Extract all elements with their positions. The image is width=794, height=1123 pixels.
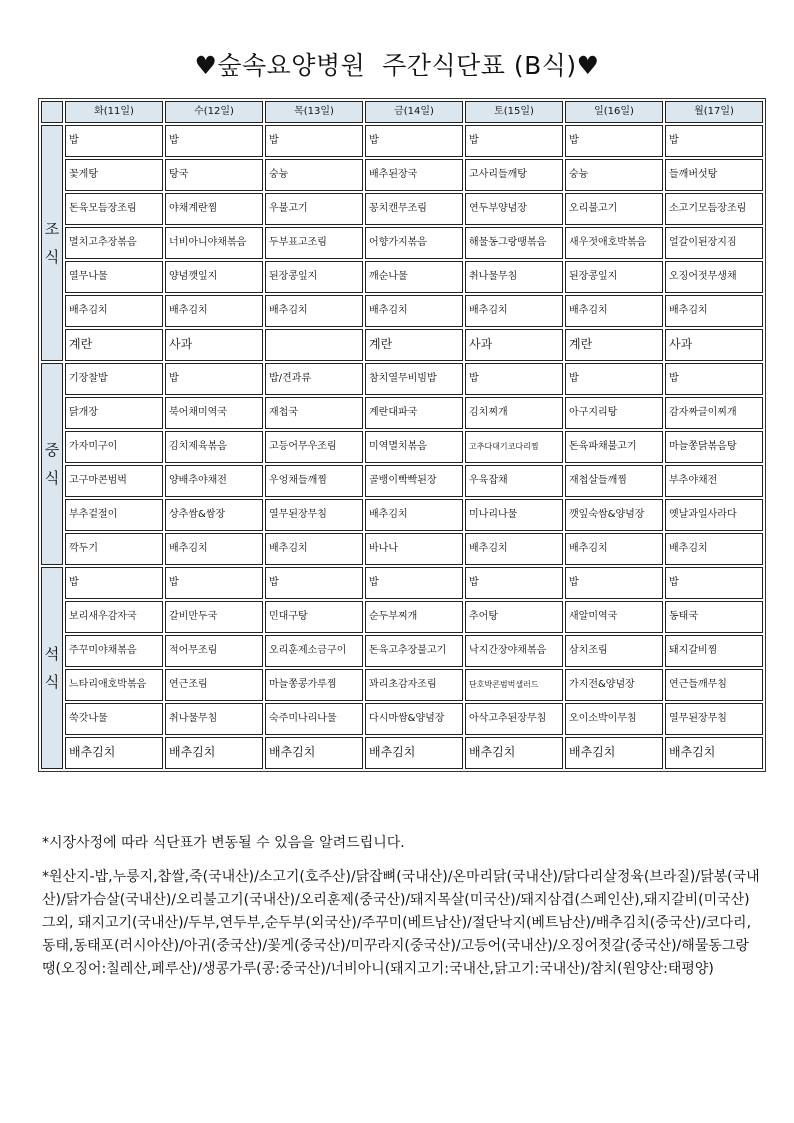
menu-item-cell: 배추김치 [365, 737, 463, 769]
menu-item-cell: 우육잡채 [465, 465, 563, 497]
menu-item-cell: 낙지간장야채볶음 [465, 635, 563, 667]
menu-item-cell: 배추김치 [165, 533, 263, 565]
menu-item-cell: 깍두기 [65, 533, 163, 565]
menu-row [41, 499, 763, 531]
menu-item-cell: 배추김치 [465, 295, 563, 327]
menu-item-cell: 밥 [65, 567, 163, 599]
menu-row [41, 363, 763, 395]
menu-row [41, 533, 763, 565]
menu-item-cell: 고사리들깨탕 [465, 159, 563, 191]
menu-item-cell: 적어무조림 [165, 635, 263, 667]
menu-item-cell: 배추김치 [365, 295, 463, 327]
menu-item-cell: 배추김치 [465, 533, 563, 565]
meal-label-cell [41, 125, 63, 361]
menu-item-cell: 배추김치 [665, 533, 763, 565]
meal-label: 조 식 [44, 220, 60, 266]
menu-item-cell: 김치찌개 [465, 397, 563, 429]
menu-item-cell: 밥 [665, 125, 763, 157]
menu-item-cell: 깨순나물 [365, 261, 463, 293]
menu-item-cell: 사과 [665, 329, 763, 361]
menu-item-cell: 배추김치 [665, 295, 763, 327]
menu-item-cell: 부추야채전 [665, 465, 763, 497]
menu-item-cell: 밥/견과류 [265, 363, 363, 395]
menu-item-cell: 바나나 [365, 533, 463, 565]
menu-item-cell: 배추김치 [565, 533, 663, 565]
menu-item-cell: 계란 [365, 329, 463, 361]
menu-item-cell: 두부표고조림 [265, 227, 363, 259]
menu-item-cell: 배추김치 [565, 737, 663, 769]
menu-row [41, 397, 763, 429]
menu-row [41, 465, 763, 497]
menu-item-cell: 밥 [465, 125, 563, 157]
menu-row [41, 193, 763, 225]
menu-item-cell: 계란 [65, 329, 163, 361]
menu-item-cell: 꽃게탕 [65, 159, 163, 191]
menu-item-cell: 배추김치 [165, 295, 263, 327]
menu-item-cell: 새우젓애호박볶음 [565, 227, 663, 259]
menu-item-cell: 배추김치 [465, 737, 563, 769]
menu-item-cell: 미나리나물 [465, 499, 563, 531]
menu-item-cell: 느타리애호박볶음 [65, 669, 163, 701]
day-header-cell: 목(13일) [265, 101, 363, 123]
menu-item-cell: 어향가지볶음 [365, 227, 463, 259]
menu-item-cell: 탕국 [165, 159, 263, 191]
menu-item-cell: 배추김치 [365, 499, 463, 531]
day-header-cell: 금(14일) [365, 101, 463, 123]
day-header-cell: 월(17일) [665, 101, 763, 123]
menu-item-cell: 돈육고추장불고기 [365, 635, 463, 667]
menu-item-cell: 마늘쫑콩가루찜 [265, 669, 363, 701]
menu-item-cell: 연근조림 [165, 669, 263, 701]
menu-item-cell: 밥 [65, 125, 163, 157]
menu-item-cell: 북어채미역국 [165, 397, 263, 429]
menu-row [41, 261, 763, 293]
change-notice: *시장사정에 따라 식단표가 변동될 수 있음을 알려드립니다. [42, 835, 405, 851]
notes-section [42, 832, 760, 981]
menu-item-cell: 밥 [265, 125, 363, 157]
menu-item-cell: 너비아니야채볶음 [165, 227, 263, 259]
menu-item-cell: 새알미역국 [565, 601, 663, 633]
menu-item-cell: 배추김치 [265, 533, 363, 565]
menu-item-cell: 마늘쫑닭볶음탕 [665, 431, 763, 463]
menu-item-cell: 우엉채들깨찜 [265, 465, 363, 497]
menu-item-cell: 얼갈이된장지짐 [665, 227, 763, 259]
menu-item-cell: 단호박콘범벅샐러드 [465, 669, 563, 701]
menu-item-cell: 밥 [465, 567, 563, 599]
page-title: ♥숲속요양병원 주간식단표 (B식)♥ [194, 51, 600, 80]
menu-item-cell: 오리훈제소금구이 [265, 635, 363, 667]
meal-label-cell [41, 567, 63, 769]
menu-item-cell: 밥 [565, 363, 663, 395]
menu-item-cell: 고구마콘범벅 [65, 465, 163, 497]
menu-item-cell: 돈육파채불고기 [565, 431, 663, 463]
menu-item-cell: 밥 [665, 567, 763, 599]
menu-item-cell: 동태국 [665, 601, 763, 633]
day-header-row [41, 101, 763, 123]
menu-row [41, 159, 763, 191]
menu-item-cell: 열무된장무침 [265, 499, 363, 531]
menu-item-cell: 열무나물 [65, 261, 163, 293]
menu-item-cell: 추어탕 [465, 601, 563, 633]
menu-item-cell: 멸치고추장볶음 [65, 227, 163, 259]
menu-table-container [38, 98, 766, 772]
menu-item-cell: 상추쌈&쌈장 [165, 499, 263, 531]
menu-row [41, 567, 763, 599]
menu-item-cell: 오이소박이무침 [565, 703, 663, 735]
menu-item-cell: 사과 [465, 329, 563, 361]
menu-item-cell: 다시마쌈&양념장 [365, 703, 463, 735]
menu-item-cell: 부추겉절이 [65, 499, 163, 531]
menu-item-cell: 참치열무비빔밥 [365, 363, 463, 395]
menu-row [41, 431, 763, 463]
menu-item-cell: 꽁치캔무조림 [365, 193, 463, 225]
meal-label: 중 식 [44, 441, 60, 487]
menu-row [41, 227, 763, 259]
menu-item-cell: 밥 [665, 363, 763, 395]
menu-item-cell: 고등어무우조림 [265, 431, 363, 463]
menu-item-cell: 밥 [165, 125, 263, 157]
menu-item-cell: 소고기모듬장조림 [665, 193, 763, 225]
menu-row [41, 329, 763, 361]
menu-item-cell: 갈비만두국 [165, 601, 263, 633]
menu-item-cell: 밥 [165, 363, 263, 395]
menu-item-cell: 숭늉 [565, 159, 663, 191]
menu-item-cell: 밥 [565, 125, 663, 157]
menu-item-cell: 열무된장무침 [665, 703, 763, 735]
day-header-cell: 일(16일) [565, 101, 663, 123]
menu-item-cell: 밥 [465, 363, 563, 395]
menu-item-cell: 미역멸치볶음 [365, 431, 463, 463]
menu-item-cell: 우불고기 [265, 193, 363, 225]
day-header-cell: 토(15일) [465, 101, 563, 123]
menu-item-cell: 민대구탕 [265, 601, 363, 633]
menu-item-cell: 돈육모듬장조림 [65, 193, 163, 225]
menu-item-cell: 고추다대기코다리찜 [465, 431, 563, 463]
menu-item-cell: 밥 [165, 567, 263, 599]
menu-item-cell: 꽈리초감자조림 [365, 669, 463, 701]
header-corner-cell [41, 101, 63, 123]
menu-item-cell: 계란대파국 [365, 397, 463, 429]
menu-item-cell: 숭늉 [265, 159, 363, 191]
menu-item-cell: 해물동그랑땡볶음 [465, 227, 563, 259]
menu-item-cell: 계란 [565, 329, 663, 361]
menu-item-cell: 취나물무침 [165, 703, 263, 735]
menu-item-cell: 가자미구이 [65, 431, 163, 463]
menu-item-cell: 배추김치 [65, 737, 163, 769]
menu-item-cell: 순두부찌개 [365, 601, 463, 633]
menu-item-cell: 양념깻잎지 [165, 261, 263, 293]
menu-item-cell: 닭개장 [65, 397, 163, 429]
menu-item-cell [265, 329, 363, 361]
menu-item-cell: 쑥갓나물 [65, 703, 163, 735]
menu-row [41, 635, 763, 667]
menu-item-cell: 주꾸미야채볶음 [65, 635, 163, 667]
day-header-cell: 화(11일) [65, 101, 163, 123]
menu-item-cell: 김치제육볶음 [165, 431, 263, 463]
menu-row [41, 669, 763, 701]
meal-label-cell [41, 363, 63, 565]
menu-item-cell: 감자짜글이찌개 [665, 397, 763, 429]
menu-item-cell: 아구지리탕 [565, 397, 663, 429]
menu-item-cell: 배추된장국 [365, 159, 463, 191]
menu-item-cell: 들깨버섯탕 [665, 159, 763, 191]
day-header-cell: 수(12일) [165, 101, 263, 123]
menu-item-cell: 재첩국 [265, 397, 363, 429]
menu-item-cell: 오리불고기 [565, 193, 663, 225]
menu-item-cell: 재첩살들깨찜 [565, 465, 663, 497]
menu-row [41, 737, 763, 769]
menu-item-cell: 배추김치 [665, 737, 763, 769]
menu-item-cell: 골뱅이빡빡된장 [365, 465, 463, 497]
menu-item-cell: 아삭고추된장무침 [465, 703, 563, 735]
menu-row [41, 703, 763, 735]
menu-item-cell: 숙주미나리나물 [265, 703, 363, 735]
menu-item-cell: 돼지갈비찜 [665, 635, 763, 667]
menu-item-cell: 보리새우감자국 [65, 601, 163, 633]
menu-item-cell: 기장찰밥 [65, 363, 163, 395]
weekly-menu-table [38, 98, 766, 772]
menu-item-cell: 배추김치 [265, 295, 363, 327]
menu-item-cell: 밥 [565, 567, 663, 599]
menu-item-cell: 오징어젓무생채 [665, 261, 763, 293]
menu-item-cell: 된장콩잎지 [265, 261, 363, 293]
menu-row [41, 601, 763, 633]
menu-item-cell: 사과 [165, 329, 263, 361]
menu-row [41, 295, 763, 327]
menu-item-cell: 밥 [365, 125, 463, 157]
menu-item-cell: 양배추야채전 [165, 465, 263, 497]
menu-item-cell: 가지전&양념장 [565, 669, 663, 701]
menu-item-cell: 옛날과일사라다 [665, 499, 763, 531]
menu-item-cell: 배추김치 [565, 295, 663, 327]
meal-label: 석 식 [44, 645, 60, 691]
menu-item-cell: 야채계란찜 [165, 193, 263, 225]
menu-row [41, 125, 763, 157]
menu-item-cell: 연두부양념장 [465, 193, 563, 225]
menu-item-cell: 삼치조림 [565, 635, 663, 667]
origin-notice: *원산지-밥,누룽지,찹쌀,죽(국내산)/소고기(호주산)/닭잡뼈(국내산)/온마리닭(국내산)/닭다리살정육(브라질)/닭봉(국내산)/닭가슴살(국내산)/오리불고기(국내산)/오리훈제(중국산)/돼지목살(미국산)/돼지삼겹(스페인산),돼지갈비(미국산) 그외, 돼지고기(국내산)/두부,연두부,순두부(외국산)/주꾸미(베트남산)/절단낙지(베트남산)/배추김치(중국산)/코다리,동태,동태포(러시아산)/아귀(중국산)/꽃게(중국산)/미꾸라지(중국산)/고등어(국내산)/오징어젓갈(중국산)/해물동그랑땡(오징어:칠레산,페루산)/생콩가루(콩:중국산)/너비아니(돼지고기:국내산,닭고기:국내산)/참치(원양산:태평양) [42, 869, 760, 977]
menu-item-cell: 된장콩잎지 [565, 261, 663, 293]
menu-item-cell: 연근들깨무침 [665, 669, 763, 701]
menu-item-cell: 밥 [365, 567, 463, 599]
menu-item-cell: 배추김치 [165, 737, 263, 769]
menu-item-cell: 배추김치 [265, 737, 363, 769]
menu-item-cell: 배추김치 [65, 295, 163, 327]
menu-item-cell: 밥 [265, 567, 363, 599]
menu-item-cell: 깻잎숙쌈&양념장 [565, 499, 663, 531]
menu-item-cell: 취나물무침 [465, 261, 563, 293]
